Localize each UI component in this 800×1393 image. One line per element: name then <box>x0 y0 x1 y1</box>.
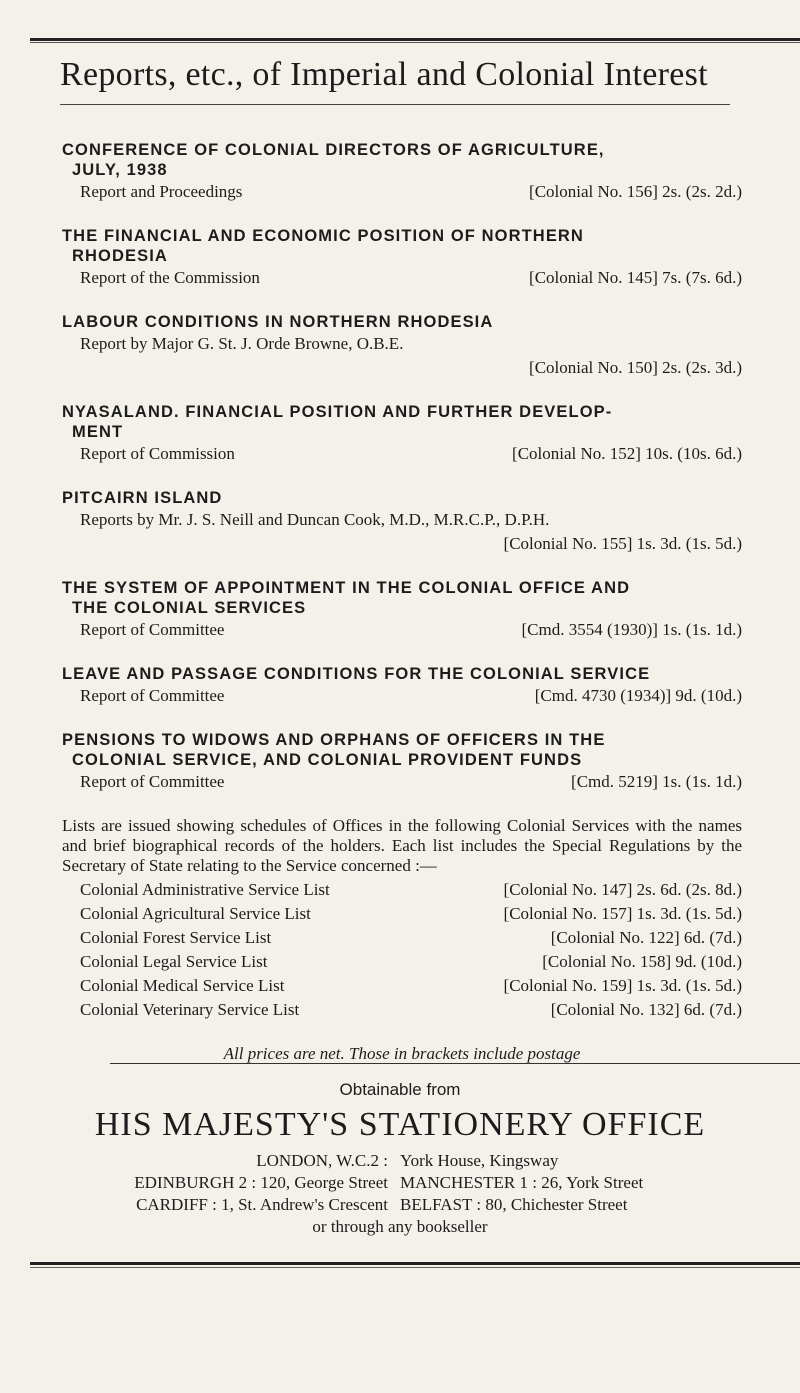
entry-line <box>62 618 742 642</box>
footer-rule <box>110 1063 800 1064</box>
entry-line <box>62 684 742 708</box>
entry-reference: [Colonial No. 152] 10s. (10s. 6d.) <box>512 444 742 463</box>
price-note: All prices are net. Those in brackets include postage <box>223 1044 581 1063</box>
list-item: Colonial Legal Service List [Colonial No. 158] 9d. (10d.) <box>80 952 742 971</box>
entry-description: Report of Committee <box>80 686 225 705</box>
entry <box>62 312 742 380</box>
entry <box>62 730 742 794</box>
lists-intro: Lists are issued showing schedules of Offices in the following Colonial Services with the names and brief biographical records of the holders. Each list includes the Special Regulations by the Secretary of State relating to the Service concerned :— <box>62 816 742 875</box>
entry-title: THE SYSTEM OF APPOINTMENT IN THE COLONIAL OFFICE AND THE COLONIAL SERVICES <box>62 579 631 617</box>
address-row: EDINBURGH 2 : 120, George Street MANCHESTER 1 : 26, York Street <box>134 1173 644 1192</box>
address-row: LONDON, W.C.2 : York House, Kingsway <box>256 1151 559 1170</box>
entry-description: Report and Proceedings <box>80 182 243 201</box>
entry-reference: [Colonial No. 150] 2s. (2s. 3d.) <box>529 358 742 377</box>
entry <box>62 488 742 556</box>
title-rule <box>60 104 730 105</box>
entry-title: LEAVE AND PASSAGE CONDITIONS FOR THE COLONIAL SERVICE <box>62 665 651 683</box>
bottom-rule <box>30 1262 800 1265</box>
entry-description: Report of Committee <box>80 620 225 639</box>
entry-reference: [Cmd. 4730 (1934)] 9d. (10d.) <box>534 686 742 705</box>
entry-description: Report by Major G. St. J. Orde Browne, O.B.E. <box>80 334 404 353</box>
entry-description: Report of Committee <box>80 772 225 791</box>
page-title: Reports, etc., of Imperial and Colonial Interest <box>60 56 708 93</box>
entry-description: Report of Commission <box>80 444 235 463</box>
entry-reference: [Colonial No. 145] 7s. (7s. 6d.) <box>529 268 742 287</box>
entry-title: PENSIONS TO WIDOWS AND ORPHANS OF OFFICERS IN THE COLONIAL SERVICE, AND COLONIAL PROVIDENT FUNDS <box>62 731 606 769</box>
entry-reference: [Colonial No. 156] 2s. (2s. 2d.) <box>529 182 742 201</box>
list-item: Colonial Medical Service List [Colonial No. 159] 1s. 3d. (1s. 5d.) <box>80 976 742 995</box>
list-item: Colonial Veterinary Service List [Colonial No. 132] 6d. (7d.) <box>80 1000 742 1019</box>
entry <box>62 664 742 708</box>
service-lists <box>62 878 742 1022</box>
list-item: Colonial Agricultural Service List [Colonial No. 157] 1s. 3d. (1s. 5d.) <box>80 904 742 923</box>
entries-list <box>62 140 742 1064</box>
entry-reference: [Cmd. 3554 (1930)] 1s. (1s. 1d.) <box>521 620 742 639</box>
entry-title: LABOUR CONDITIONS IN NORTHERN RHODESIA <box>62 313 494 331</box>
entry <box>62 402 742 466</box>
entry-reference: [Cmd. 5219] 1s. (1s. 1d.) <box>571 772 742 791</box>
list-item: Colonial Administrative Service List [Colonial No. 147] 2s. 6d. (2s. 8d.) <box>80 880 742 899</box>
top-rule-thin <box>30 42 800 43</box>
address-row: CARDIFF : 1, St. Andrew's Crescent BELFAST : 80, Chichester Street <box>136 1195 628 1214</box>
entry-title: CONFERENCE OF COLONIAL DIRECTORS OF AGRICULTURE, JULY, 1938 <box>62 141 605 179</box>
entry-line <box>62 770 742 794</box>
entry-title: NYASALAND. FINANCIAL POSITION AND FURTHER DEVELOP- MENT <box>62 403 613 441</box>
entry-title: PITCAIRN ISLAND <box>62 489 223 507</box>
entry-title: THE FINANCIAL AND ECONOMIC POSITION OF NORTHERN RHODESIA <box>62 227 584 265</box>
obtainable-label: Obtainable from <box>339 1080 461 1099</box>
entry-line <box>62 180 742 204</box>
bottom-rule-thin <box>30 1267 800 1268</box>
entry-line <box>62 332 742 356</box>
entry <box>62 140 742 204</box>
entry <box>62 578 742 642</box>
entry <box>62 226 742 290</box>
entry-description: Reports by Mr. J. S. Neill and Duncan Cook, M.D., M.R.C.P., D.P.H. <box>80 510 550 529</box>
bookseller-line: or through any bookseller <box>312 1217 488 1236</box>
entry-line <box>62 266 742 290</box>
entry-description: Report of the Commission <box>80 268 260 287</box>
footer <box>60 1070 740 1238</box>
top-rule <box>30 38 800 41</box>
publisher-name: HIS MAJESTY'S STATIONERY OFFICE <box>94 1106 706 1143</box>
list-item: Colonial Forest Service List [Colonial No. 122] 6d. (7d.) <box>80 928 742 947</box>
entry-line <box>62 508 742 532</box>
entry-line <box>62 442 742 466</box>
entry-reference: [Colonial No. 155] 1s. 3d. (1s. 5d.) <box>503 534 742 553</box>
